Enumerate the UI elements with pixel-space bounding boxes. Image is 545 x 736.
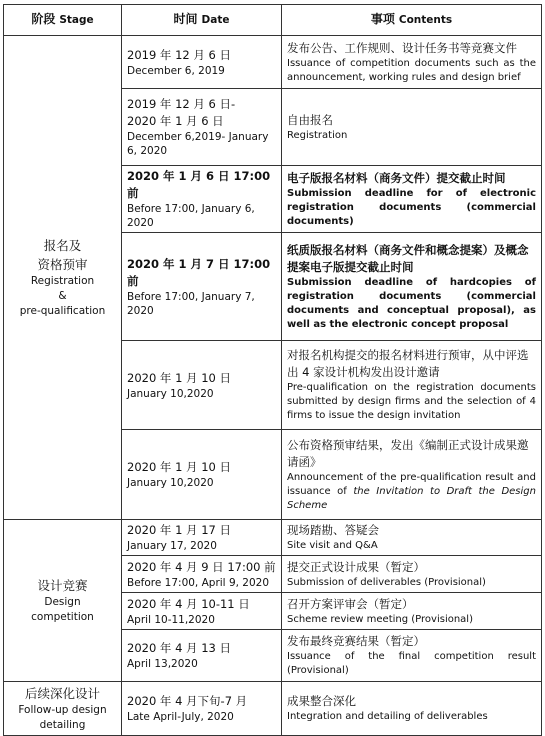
stage-registration-en3: pre-qualification xyxy=(19,305,106,317)
date-cell xyxy=(122,630,282,682)
date-zh: 2020 年 1 月 6 日 17:00 前 xyxy=(127,169,271,200)
header-date-zh: 时间 xyxy=(173,12,198,26)
date-cell xyxy=(122,233,282,341)
item-zh: 纸质版报名材料（商务文件和概念提案）及概念提案电子版提交截止时间 xyxy=(287,242,529,274)
date-en: December 6, 2019 xyxy=(127,64,225,77)
header-contents-en: Contents xyxy=(398,14,453,26)
table-row xyxy=(4,520,542,556)
date-cell xyxy=(122,341,282,430)
item-cell xyxy=(282,89,542,166)
date-zh: 2020 年 1 月 17 日 xyxy=(127,523,231,537)
item-cell xyxy=(282,430,542,520)
item-cell xyxy=(282,233,542,341)
item-cell xyxy=(282,166,542,233)
item-en: Site visit and Q&A xyxy=(287,540,378,551)
item-zh: 发布公告、工作规则、设计任务书等竞赛文件 xyxy=(287,40,517,55)
stage-registration-zh2: 资格预审 xyxy=(37,257,88,272)
item-zh: 成果整合深化 xyxy=(287,694,356,708)
stage-design-zh: 设计竞赛 xyxy=(37,578,88,593)
date-cell xyxy=(122,682,282,736)
date-cell xyxy=(122,166,282,233)
item-en-italic: the Invitation to Draft the Design Scheme xyxy=(287,485,536,511)
stage-registration-zh1: 报名及 xyxy=(43,238,82,253)
date-cell xyxy=(122,520,282,556)
stage-followup xyxy=(4,682,122,736)
stage-registration xyxy=(4,36,122,520)
item-en: Integration and detailing of deliverables xyxy=(287,711,488,722)
item-cell xyxy=(282,36,542,89)
stage-registration-en1: Registration xyxy=(30,275,95,287)
item-en-text: Announcement of the pre-qualification result and issuance of xyxy=(287,471,536,497)
date-cell xyxy=(122,89,282,166)
date-en: Late April-July, 2020 xyxy=(127,711,234,723)
item-zh: 提交正式设计成果（暂定） xyxy=(287,559,425,574)
item-zh: 自由报名 xyxy=(287,112,333,127)
item-zh: 召开方案评审会（暂定） xyxy=(287,596,414,611)
header-contents-zh: 事项 xyxy=(370,12,395,26)
item-en: Pre-qualification on the registration documents submitted by design firms and the selection of 4 firms to issue the design invitation xyxy=(287,382,536,421)
date-zh: 2020 年 4 月下旬-7 月 xyxy=(127,694,248,708)
item-zh: 对报名机构提交的报名材料进行预审，从中评选出 4 家设计机构发出设计邀请 xyxy=(287,348,529,379)
item-en: Registration xyxy=(287,129,348,141)
item-cell xyxy=(282,593,542,630)
date-en: January 10,2020 xyxy=(127,387,214,400)
item-zh: 电子版报名材料（商务文件）提交截止时间 xyxy=(287,170,506,185)
item-zh: 发布最终竞赛结果（暂定） xyxy=(287,634,425,648)
item-zh: 公布资格预审结果，发出《编制正式设计成果邀请函》 xyxy=(287,437,529,469)
date-cell xyxy=(122,430,282,520)
item-cell xyxy=(282,341,542,430)
date-zh: 2020 年 1 月 10 日 xyxy=(127,460,231,474)
date-cell xyxy=(122,556,282,593)
date-zh: 2020 年 1 月 7 日 17:00 前 xyxy=(127,256,271,288)
item-en: Submission deadline of hardcopies of registration documents (commercial documents and conceptual proposal), as well as the electronic concept proposal xyxy=(287,276,536,330)
date-zh: 2020 年 1 月 10 日 xyxy=(127,370,231,385)
date-en: January 10,2020 xyxy=(127,477,214,489)
item-cell xyxy=(282,556,542,593)
item-cell xyxy=(282,520,542,556)
stage-design xyxy=(4,520,122,682)
table-header-row xyxy=(4,5,542,36)
stage-followup-en2: detailing xyxy=(39,719,86,731)
item-en: Submission deadline for of electronic registration documents (commercial documents) xyxy=(287,187,536,227)
stage-design-en1: Design xyxy=(44,596,81,608)
date-en: April 13,2020 xyxy=(127,658,198,670)
date-en: Before 17:00, January 7, 2020 xyxy=(127,290,255,317)
item-cell xyxy=(282,630,542,682)
header-date xyxy=(122,5,282,36)
header-date-en: Date xyxy=(201,14,230,26)
date-zh: 2020 年 4 月 9 日 17:00 前 xyxy=(127,559,276,574)
table-row xyxy=(4,682,542,736)
stage-followup-zh: 后续深化设计 xyxy=(24,686,100,701)
item-en: Issuance of competition documents such as the announcement, working rules and design brief xyxy=(287,57,536,83)
item-cell xyxy=(282,682,542,736)
item-en: Submission of deliverables (Provisional) xyxy=(287,576,486,588)
date-zh: 2019 年 12 月 6 日- xyxy=(127,97,236,111)
header-stage-zh: 阶段 xyxy=(31,12,56,26)
table-row xyxy=(4,36,542,89)
date-en: December 6,2019- January 6, 2020 xyxy=(127,131,269,157)
stage-registration-en2: & xyxy=(58,290,67,302)
stage-followup-en1: Follow-up design xyxy=(18,704,107,716)
date-zh: 2020 年 4 月 13 日 xyxy=(127,641,231,655)
item-zh: 现场踏勘、答疑会 xyxy=(287,523,379,537)
date-cell xyxy=(122,593,282,630)
header-stage-en: Stage xyxy=(59,14,94,26)
header-stage xyxy=(4,5,122,36)
date-en: Before 17:00, April 9, 2020 xyxy=(127,576,270,589)
date-zh: 2019 年 12 月 6 日 xyxy=(127,47,231,62)
stage-design-en2: competition xyxy=(31,611,94,623)
date-en: Before 17:00, January 6, 2020 xyxy=(127,203,255,229)
header-contents xyxy=(282,5,542,36)
item-en xyxy=(287,471,536,513)
date-cell xyxy=(122,36,282,89)
date-zh: 2020 年 4 月 10-11 日 xyxy=(127,596,250,611)
date-en: April 10-11,2020 xyxy=(127,613,215,626)
date-zh-end: 2020 年 1 月 6 日 xyxy=(127,114,224,128)
date-en: January 17, 2020 xyxy=(127,540,217,552)
schedule-table xyxy=(3,4,542,736)
item-en: Scheme review meeting (Provisional) xyxy=(287,613,473,625)
item-en: Issuance of the final competition result (Provisional) xyxy=(287,651,536,676)
